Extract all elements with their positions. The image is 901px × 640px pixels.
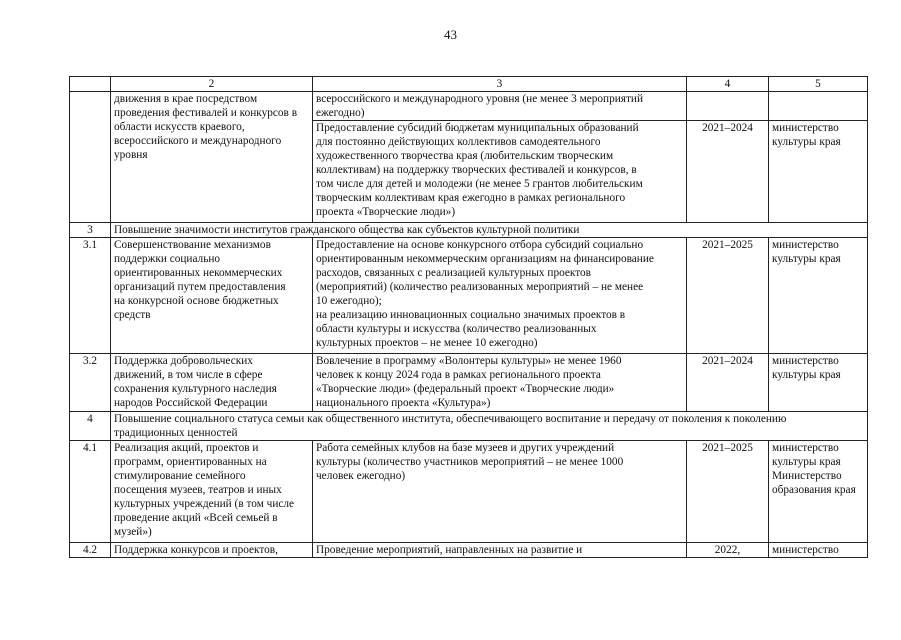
measure-name: Поддержка добровольческих движений, в том числе в сфере сохранения культурного наследия народов Российской Федерации bbox=[111, 354, 313, 412]
row-number bbox=[70, 92, 111, 223]
executor: министерство культуры края bbox=[769, 121, 868, 223]
years: 2021–2025 bbox=[687, 238, 769, 354]
section-number: 3 bbox=[70, 223, 111, 238]
col-header-3: 3 bbox=[313, 77, 687, 92]
executor: министерство культуры края bbox=[769, 354, 868, 412]
section-title: Повышение значимости институтов гражданского общества как субъектов культурной политики bbox=[111, 223, 868, 238]
row-number: 3.2 bbox=[70, 354, 111, 412]
measure-name-part2: области искусств краевого, всероссийского и международного уровня bbox=[114, 121, 282, 161]
measure-name-part1: движения в крае посредством проведения фестивалей и конкурсов в bbox=[114, 93, 298, 119]
measure-description: Проведение мероприятий, направленных на развитие и bbox=[313, 543, 687, 558]
executor: министерство культуры края bbox=[769, 238, 868, 354]
col-header-4: 4 bbox=[687, 77, 769, 92]
measure-description: Вовлечение в программу «Волонтеры культуры» не менее 1960 человек к концу 2024 года в рамках регионального проекта «Творческие люди» (федеральный проект «Творческие люди» национального проекта «Культура») bbox=[313, 354, 687, 412]
measure-description: Предоставление на основе конкурсного отбора субсидий социально ориентированным некоммерческим организациям на финансирование расходов, связанных с реализацией культурных проектов (мероприятий) (количество реализованных мероприятий – не менее 10 ежегодно); на реализацию инновационных социально значимых проектов в области культуры и искусства (количество реализованных культурных проектов – не менее 10 ежегодно) bbox=[313, 238, 687, 354]
measure-description: Предоставление субсидий бюджетам муниципальных образований для постоянно действующих коллективов самодеятельного художественного творчества края (любительским творческим коллективам) на поддержку творческих фестивалей и конкурсов, в том числе для детей и молодежи (не менее 5 грантов любительским творческим коллективам края ежегодно в рамках регионального проекта «Творческие люди») bbox=[313, 121, 687, 223]
years: 2022, bbox=[687, 543, 769, 558]
table-row bbox=[70, 354, 868, 412]
years bbox=[687, 92, 769, 121]
years: 2021–2024 bbox=[687, 354, 769, 412]
measure-name bbox=[111, 92, 313, 223]
executor: министерство культуры края Министерство образования края bbox=[769, 441, 868, 543]
table-row bbox=[70, 441, 868, 543]
section-row bbox=[70, 412, 868, 441]
measure-description: всероссийского и международного уровня (не менее 3 мероприятий ежегодно) bbox=[313, 92, 687, 121]
executor bbox=[769, 92, 868, 121]
col-header-1 bbox=[70, 77, 111, 92]
col-header-5: 5 bbox=[769, 77, 868, 92]
section-number: 4 bbox=[70, 412, 111, 441]
page-number: 43 bbox=[444, 27, 457, 42]
measure-name: Поддержка конкурсов и проектов, bbox=[111, 543, 313, 558]
section-row bbox=[70, 223, 868, 238]
measure-description: Работа семейных клубов на базе музеев и других учреждений культуры (количество участников мероприятий – не менее 1000 человек ежегодно) bbox=[313, 441, 687, 543]
executor: министерство bbox=[769, 543, 868, 558]
measures-table bbox=[69, 76, 868, 558]
years: 2021–2025 bbox=[687, 441, 769, 543]
table-row bbox=[70, 92, 868, 121]
measure-name: Реализация акций, проектов и программ, ориентированных на стимулирование семейного посещения музеев, театров и иных культурных учреждений (в том числе проведение акций «Всей семьей в музей») bbox=[111, 441, 313, 543]
row-number: 3.1 bbox=[70, 238, 111, 354]
row-number: 4.1 bbox=[70, 441, 111, 543]
years: 2021–2024 bbox=[687, 121, 769, 223]
measure-name: Совершенствование механизмов поддержки социально ориентированных некоммерческих организаций путем предоставления на конкурсной основе бюджетных средств bbox=[111, 238, 313, 354]
row-number: 4.2 bbox=[70, 543, 111, 558]
col-header-2: 2 bbox=[111, 77, 313, 92]
table-row bbox=[70, 543, 868, 558]
table-row bbox=[70, 238, 868, 354]
column-header-row bbox=[70, 77, 868, 92]
section-title: Повышение социального статуса семьи как общественного института, обеспечивающего воспитание и передачу от поколения к поколению традиционных ценностей bbox=[111, 412, 868, 441]
